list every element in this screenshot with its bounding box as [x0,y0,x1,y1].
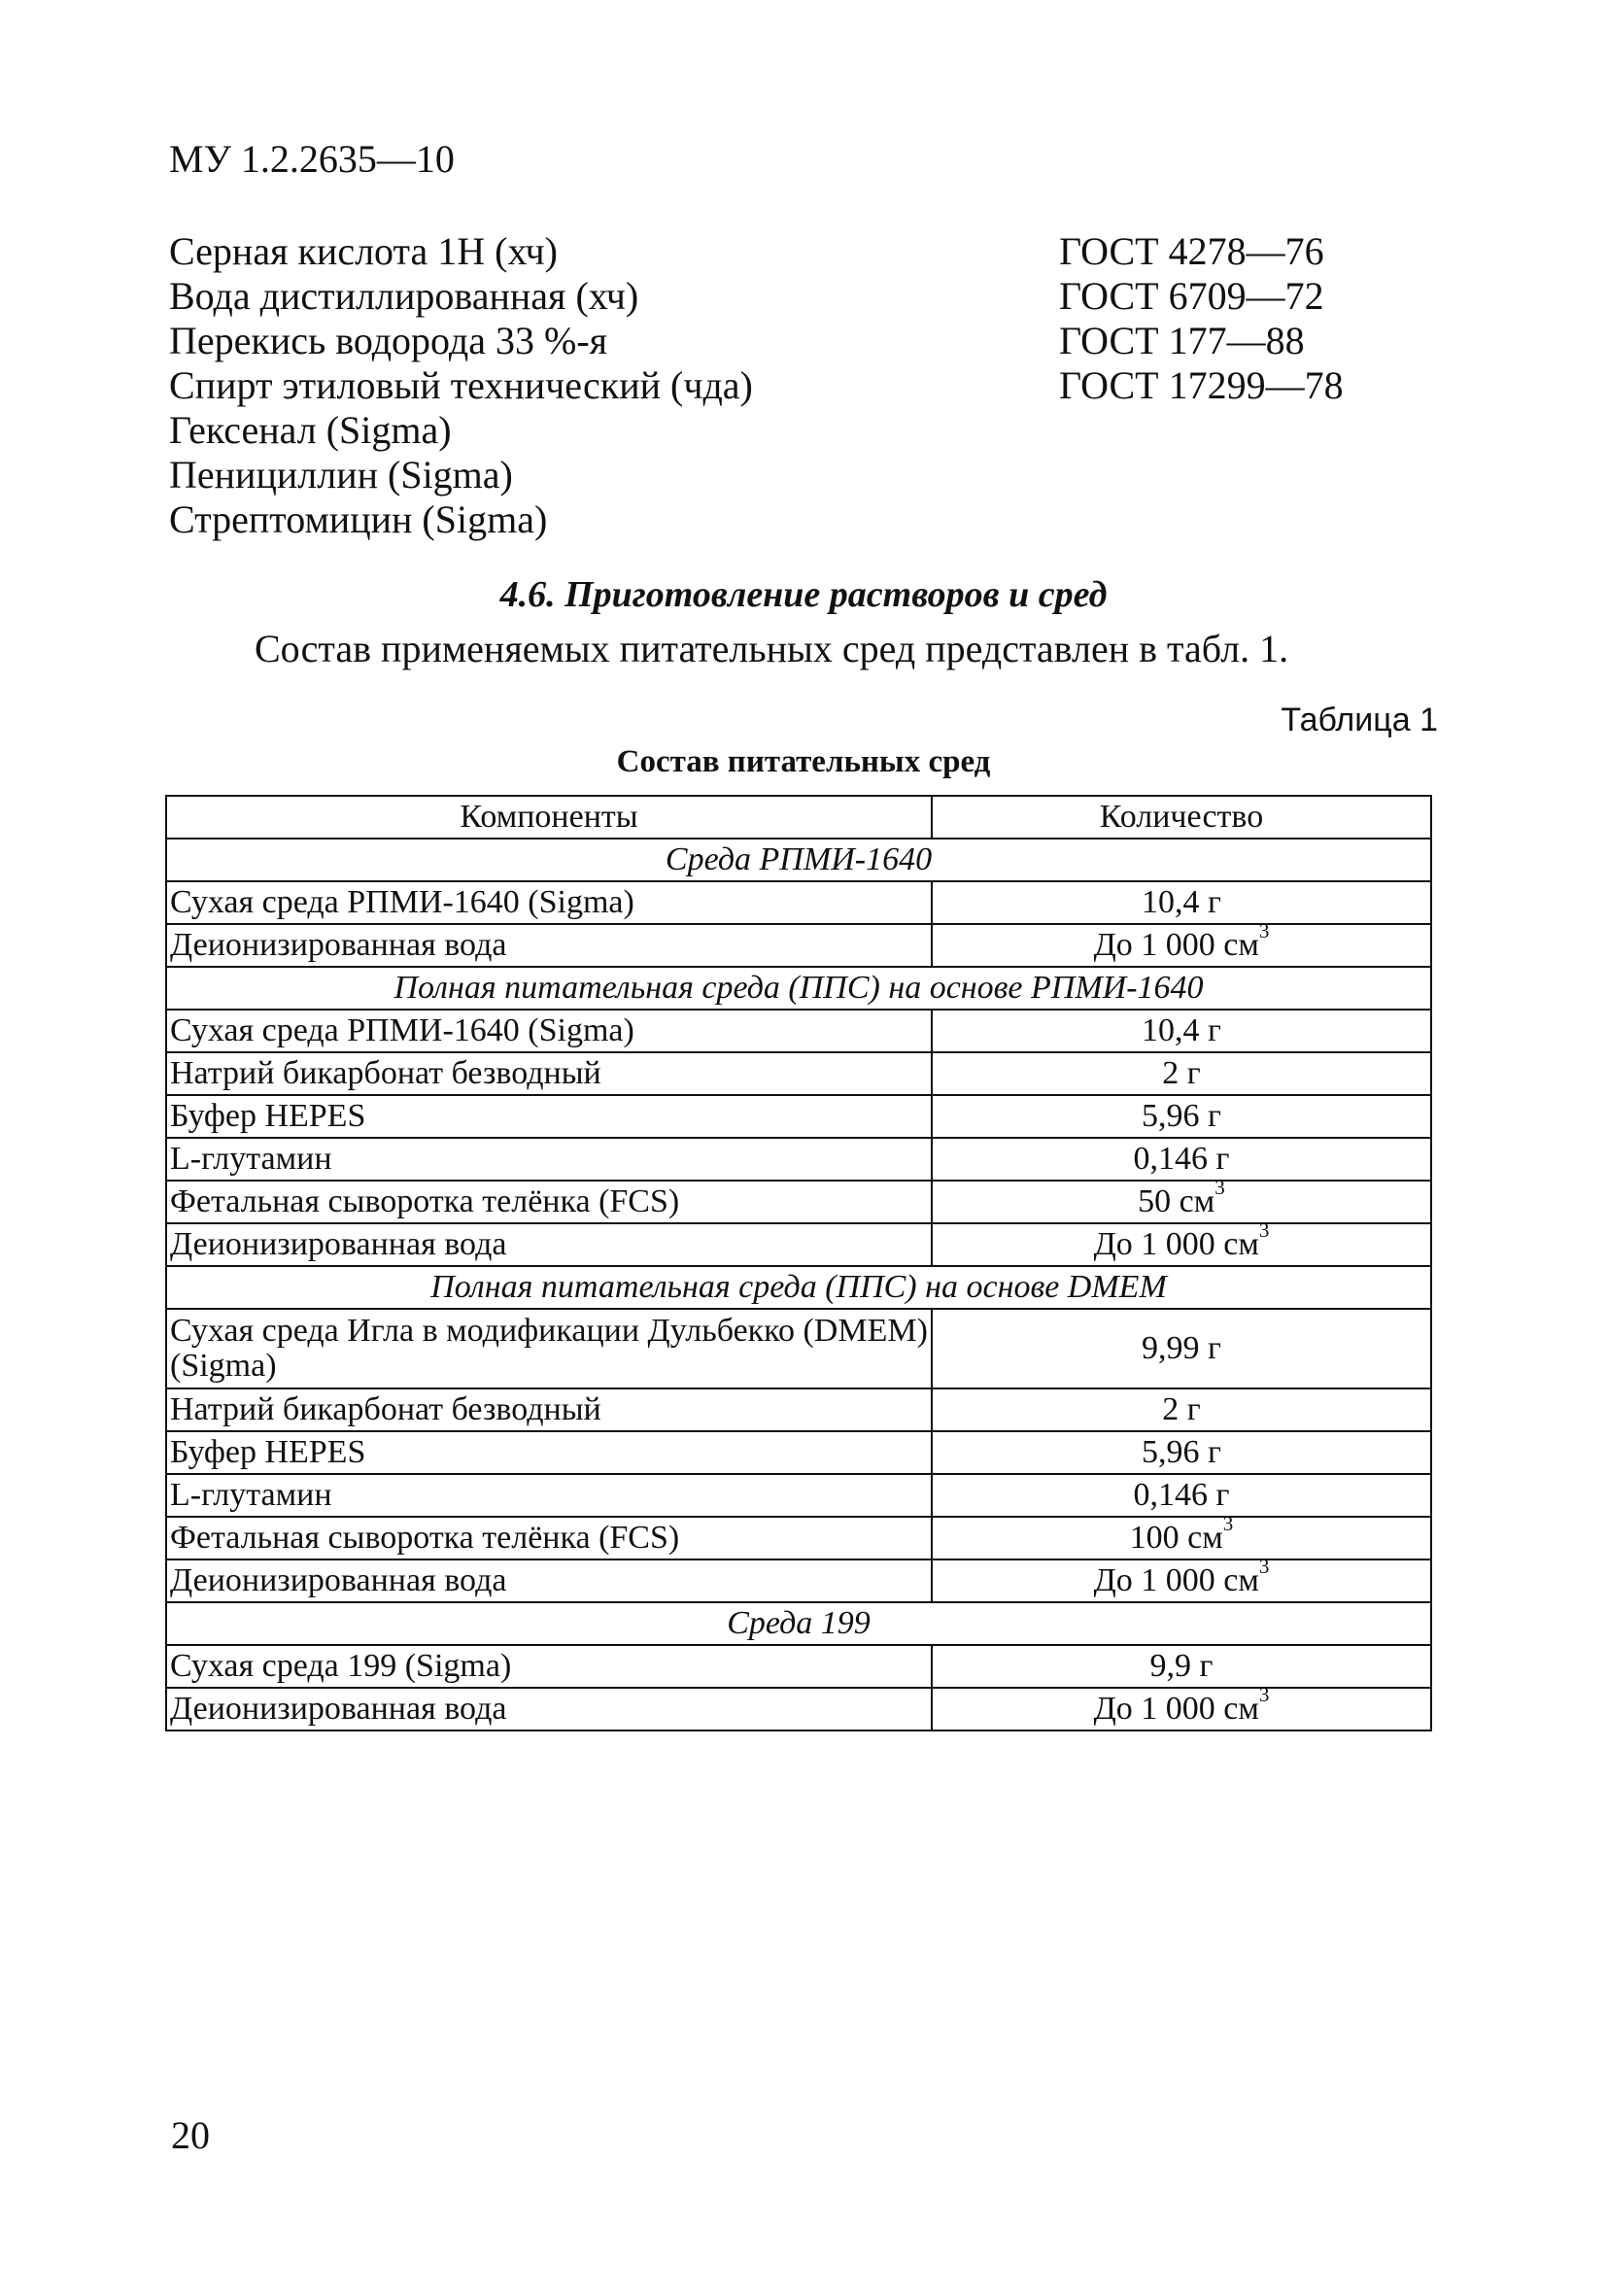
quantity-cell [932,1555,1431,1602]
reagent-row [169,408,1384,453]
quantity-cell [932,1218,1431,1266]
table-row [166,1688,1431,1731]
page-number: 20 [171,2113,210,2157]
unit-exponent: 3 [1258,919,1270,943]
quantity-cell [932,919,1431,967]
table-row [166,1474,1431,1517]
quantity-value: 2 г [1162,1055,1201,1092]
table-row [166,924,1431,967]
table-row [166,1181,1431,1223]
unit-exponent: 3 [1214,1176,1225,1200]
table-row [166,881,1431,924]
table-row [166,1138,1431,1181]
table-group-row [166,967,1431,1010]
component-cell: Буфер HEPES [166,1431,932,1474]
unit-exponent: 3 [1222,1512,1234,1536]
table-row [166,1010,1431,1052]
quantity-cell [932,1309,1431,1388]
section-intro: Состав применяемых питательных сред представлен в табл. 1. [255,627,1289,670]
quantity-value: До 1 000 см [1093,1226,1259,1263]
media-composition-table [165,795,1432,1731]
quantity-cell [932,1176,1431,1223]
table-row [166,1559,1431,1602]
reagent-name: Пенициллин (Sigma) [169,453,513,497]
component-cell: Фетальная сыворотка телёнка (FCS) [166,1181,932,1223]
table-row [166,1645,1431,1688]
reagent-standard: ГОСТ 177—88 [1059,319,1305,362]
component-cell: Натрий бикарбонат безводный [166,1388,932,1431]
component-cell: Фетальная сыворотка телёнка (FCS) [166,1517,932,1559]
table-row [166,1095,1431,1138]
section-heading: 4.6. Приготовление растворов и сред [499,574,1108,615]
quantity-cell [932,1431,1431,1474]
document-code: МУ 1.2.2635—10 [169,137,455,181]
quantity-value: 10,4 г [1142,884,1221,921]
component-cell: Буфер HEPES [166,1095,932,1138]
component-cell: Деионизированная вода [166,1559,932,1602]
reagent-standard: ГОСТ 6709—72 [1059,274,1324,318]
component-cell: L-глутамин [166,1138,932,1181]
group-title: Среда 199 [166,1602,1431,1645]
quantity-value: До 1 000 см [1093,927,1259,964]
reagent-row [169,319,1384,363]
table-row [166,1309,1431,1388]
quantity-value: До 1 000 см [1093,1691,1259,1728]
reagent-row [169,274,1384,319]
quantity-cell [932,1683,1431,1731]
unit-exponent: 3 [1258,1218,1270,1243]
reagent-standard: ГОСТ 4278—76 [1059,229,1324,273]
quantity-cell [932,1138,1431,1181]
table-row [166,1223,1431,1266]
quantity-value: 5,96 г [1142,1098,1221,1135]
group-title: Среда РПМИ-1640 [166,839,1431,881]
quantity-value: 100 см [1129,1520,1223,1557]
component-cell: Сухая среда РПМИ-1640 (Sigma) [166,881,932,924]
reagents-list [169,229,1384,542]
reagent-row [169,453,1384,497]
group-title: Полная питательная среда (ППС) на основе РПМИ-1640 [166,967,1431,1010]
reagent-name: Стрептомицин (Sigma) [169,497,548,541]
quantity-value: 9,99 г [1142,1330,1221,1367]
table-group-row [166,839,1431,881]
quantity-cell [932,1010,1431,1052]
quantity-value: 10,4 г [1142,1012,1221,1049]
column-header-components: Компоненты [166,796,932,839]
component-cell: Сухая среда РПМИ-1640 (Sigma) [166,1010,932,1052]
quantity-cell [932,1645,1431,1688]
quantity-cell [932,1052,1431,1095]
reagent-standard: ГОСТ 17299—78 [1059,363,1344,407]
quantity-cell [932,1512,1431,1559]
unit-exponent: 3 [1258,1683,1270,1707]
table-row [166,1517,1431,1559]
table-row [166,1052,1431,1095]
unit-exponent: 3 [1258,1555,1270,1579]
table-number: Таблица 1 [1281,702,1438,738]
reagent-name: Перекись водорода 33 %-я [169,319,608,362]
component-cell: Деионизированная вода [166,1223,932,1266]
quantity-value: 2 г [1162,1391,1201,1428]
column-header-quantity: Количество [932,796,1431,839]
quantity-value: 9,9 г [1149,1648,1214,1685]
group-title: Полная питательная среда (ППС) на основе DMEM [166,1266,1431,1309]
reagent-name: Гексенал (Sigma) [169,408,452,452]
table-group-row [166,1602,1431,1645]
component-cell: Деионизированная вода [166,1688,932,1731]
quantity-value: 50 см [1138,1183,1215,1220]
quantity-value: 0,146 г [1133,1477,1230,1514]
component-cell: L-глутамин [166,1474,932,1517]
table-header-row [166,796,1431,839]
reagent-row [169,363,1384,408]
quantity-cell [932,1474,1431,1517]
reagent-name: Спирт этиловый технический (чда) [169,363,753,407]
table-title: Состав питательных сред [616,744,991,779]
component-cell: Натрий бикарбонат безводный [166,1052,932,1095]
component-cell: Сухая среда Игла в модификации Дульбекко (DMEM) (Sigma) [166,1309,932,1388]
reagent-row [169,229,1384,274]
reagent-name: Вода дистиллированная (хч) [169,274,639,318]
reagent-row [169,497,1384,542]
reagent-name: Серная кислота 1Н (хч) [169,229,558,273]
quantity-value: 5,96 г [1142,1434,1221,1471]
quantity-cell [932,1095,1431,1138]
quantity-cell [932,1388,1431,1431]
table-group-row [166,1266,1431,1309]
quantity-value: До 1 000 см [1093,1562,1259,1599]
table-row [166,1431,1431,1474]
quantity-cell [932,881,1431,924]
table-row [166,1388,1431,1431]
quantity-value: 0,146 г [1133,1141,1230,1178]
component-cell: Сухая среда 199 (Sigma) [166,1645,932,1688]
component-cell: Деионизированная вода [166,924,932,967]
